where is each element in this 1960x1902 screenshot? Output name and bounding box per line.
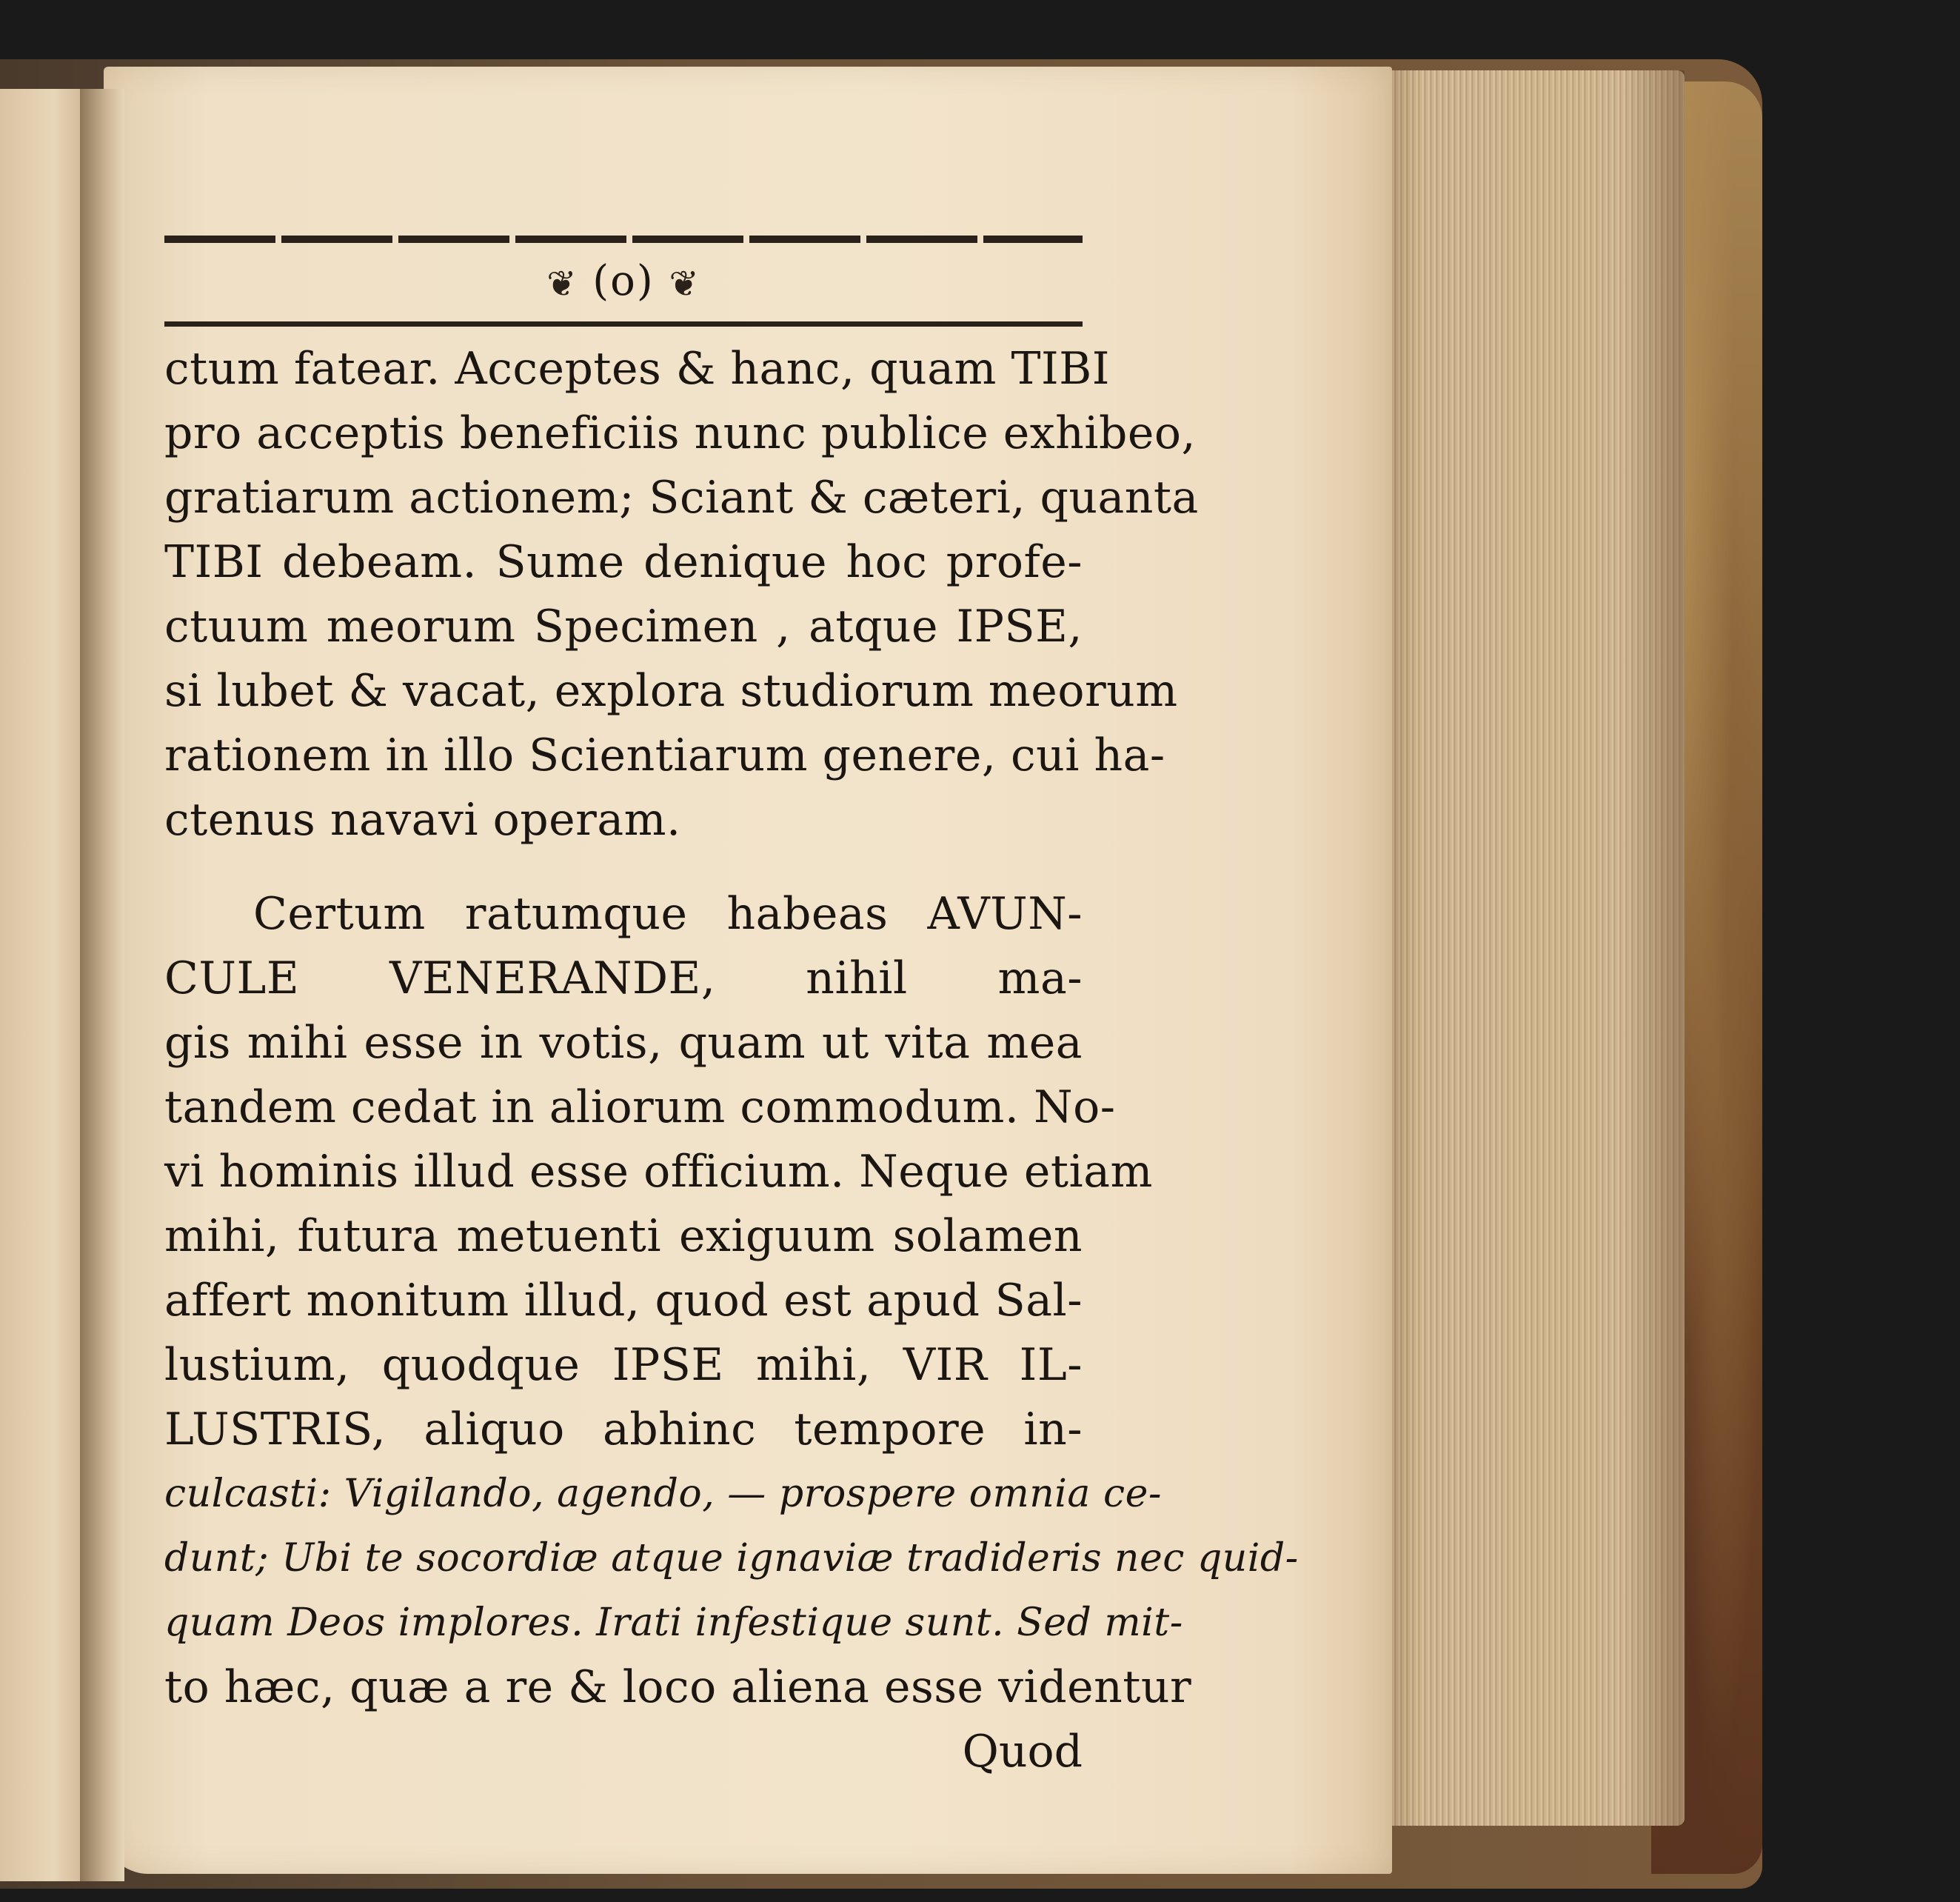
page-text-block <box>164 236 1299 1784</box>
text-line: affert monitum illud, quod est apud Sal- <box>164 1275 1083 1327</box>
text-line: quam Deos implores. Irati infestique sunt. Sed mit- <box>164 1601 1183 1645</box>
page-header <box>164 257 1083 305</box>
ornament-right-icon: ❦ <box>669 263 700 305</box>
text-line: si lubet & vacat, explora studiorum meorum <box>164 665 1178 717</box>
page-edges <box>1374 70 1685 1826</box>
previous-page <box>0 89 89 1881</box>
text-line: ctum fatear. Acceptes & hanc, quam TIBI <box>164 343 1110 395</box>
text-line: ctuum meorum Specimen , atque IPSE, <box>164 601 1083 653</box>
text-line: gis mihi esse in votis, quam ut vita mea <box>164 1017 1083 1069</box>
text-line: mihi, futura metuenti exiguum solamen <box>164 1210 1083 1262</box>
text-line: CULE VENERANDE, nihil ma- <box>164 952 1083 1004</box>
text-line: pro acceptis beneficiis nunc publice exhibeo, <box>164 407 1197 459</box>
text-line: TIBI debeam. Sume denique hoc profe- <box>164 536 1083 588</box>
book-gutter <box>80 89 124 1881</box>
text-line: lustium, quodque IPSE mihi, VIR IL- <box>164 1339 1083 1391</box>
text-line: to hæc, quæ a re & loco aliena esse videntur <box>164 1661 1192 1713</box>
header-rule-bottom <box>164 321 1083 327</box>
header-rule-top <box>164 236 1083 243</box>
paragraph-gap <box>164 852 1083 882</box>
text-line: vi hominis illud esse officium. Neque etiam <box>164 1146 1153 1198</box>
text-line: gratiarum actionem; Sciant & cæteri, quanta <box>164 472 1199 524</box>
text-line: culcasti: Vigilando, agendo, — prospere omnia ce- <box>164 1472 1162 1516</box>
text-line: tandem cedat in aliorum commodum. No- <box>164 1081 1116 1133</box>
text-line: Certum ratumque habeas AVUN- <box>253 888 1083 940</box>
text-line: ctenus navavi operam. <box>164 794 681 846</box>
text-line: dunt; Ubi te socordiæ atque ignaviæ tradideris nec quid- <box>164 1536 1299 1581</box>
page-marker: (o) <box>592 257 655 305</box>
text-line: rationem in illo Scientiarum genere, cui ha- <box>164 730 1165 781</box>
ornament-left-icon: ❦ <box>546 263 578 305</box>
catchword: Quod <box>962 1726 1083 1778</box>
text-line: LUSTRIS, aliquo abhinc tempore in- <box>164 1404 1083 1455</box>
